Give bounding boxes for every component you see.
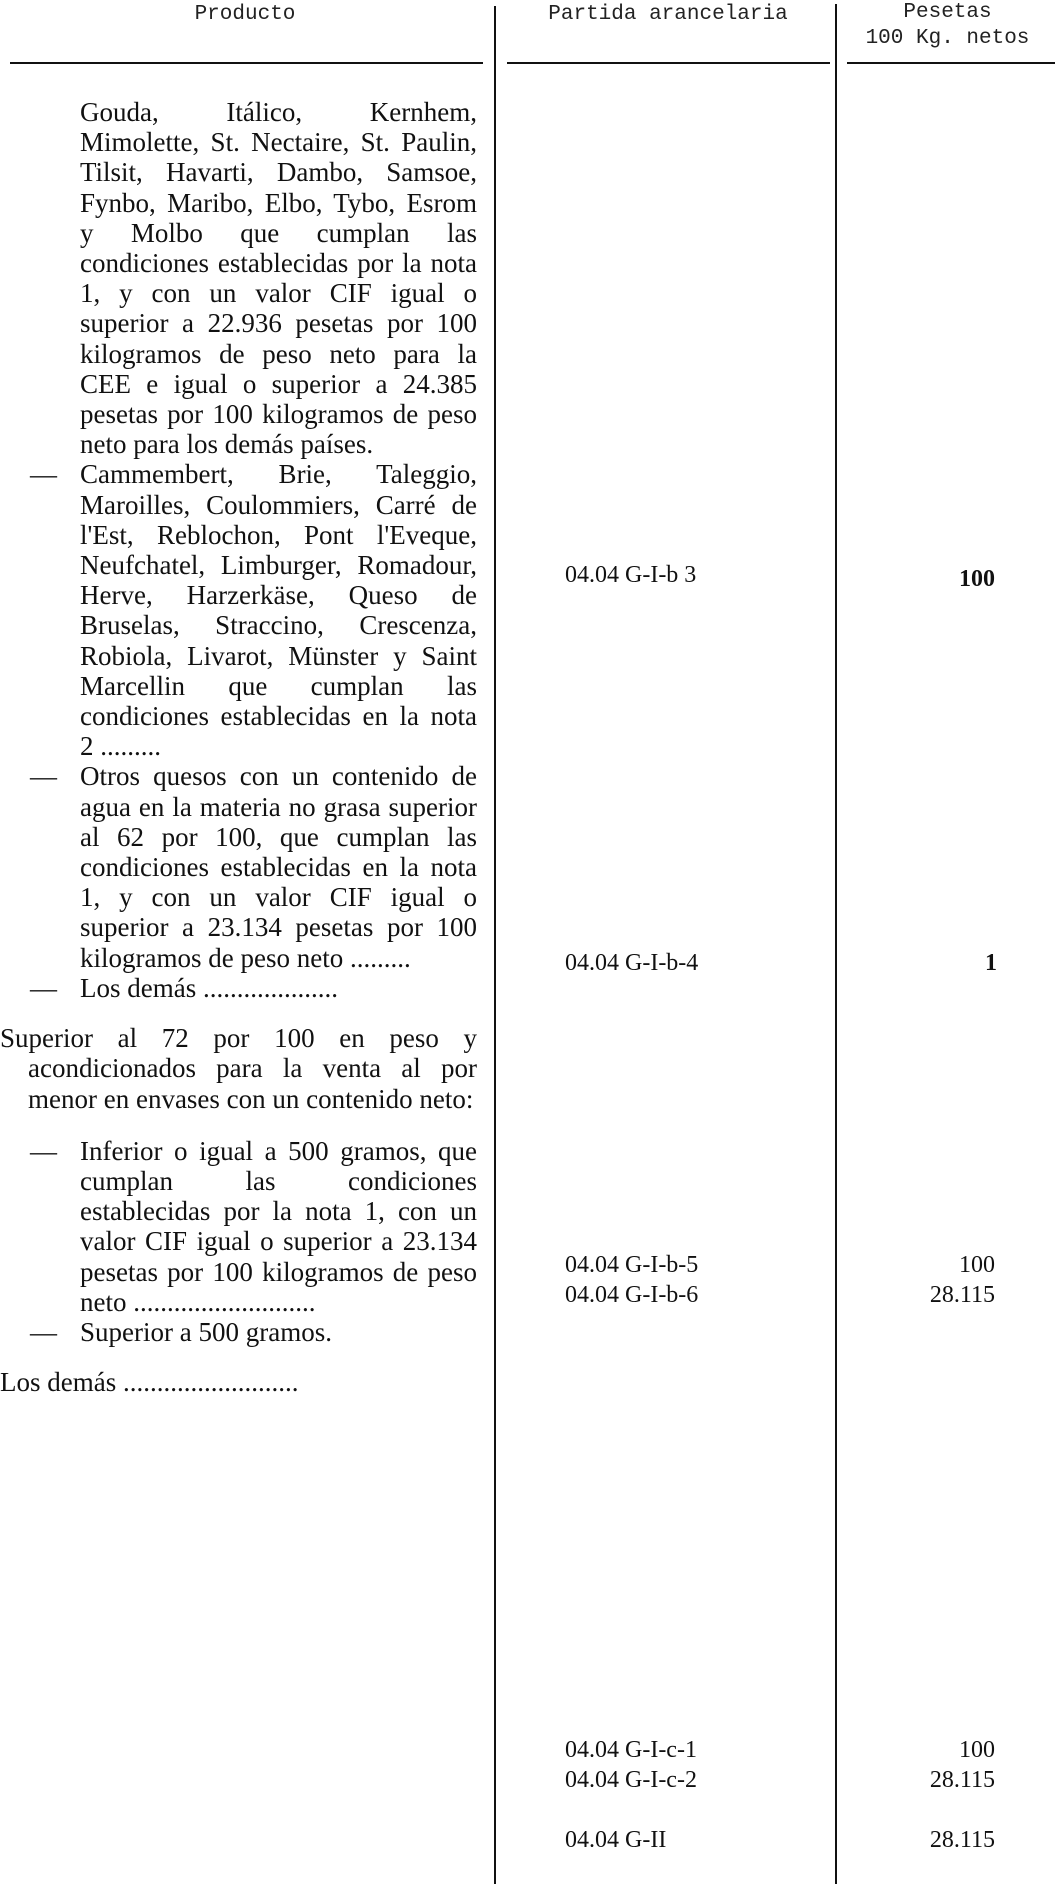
partida-cell: 04.04 G-I-c-1 bbox=[565, 1737, 697, 1763]
header-partida-label: Partida arancelaria bbox=[548, 3, 788, 26]
pesetas-cell: 28.115 bbox=[929, 1282, 995, 1308]
partida-cell: 04.04 G-I-b-4 bbox=[565, 950, 699, 976]
dash-marker: — bbox=[30, 459, 57, 490]
table-row bbox=[0, 97, 477, 459]
header-rule-partida bbox=[507, 62, 830, 64]
table-row bbox=[0, 1367, 477, 1397]
producto-text: Los demás .......................... bbox=[0, 1367, 299, 1398]
pesetas-cell: 100 bbox=[959, 1252, 995, 1278]
partida-cell: 04.04 G-II bbox=[565, 1827, 667, 1853]
table-row bbox=[0, 1023, 477, 1114]
pesetas-cell: 1 bbox=[985, 950, 997, 976]
producto-text: Cammembert, Brie, Taleggio, Maroilles, Coulommiers, Carré de l'Est, Reblochon, Pont l'Eveque, Neufchatel, Limburger, Romadour, Herve, Harzerkäse, Queso de Bruselas, Straccino, Crescenza, Robiola, Livarot, Münster y Saint Marcellin que cumplan las condiciones establecidas en la nota 2 ......... bbox=[80, 459, 477, 762]
table-row bbox=[0, 1136, 477, 1317]
pesetas-cell: 28.115 bbox=[929, 1767, 995, 1793]
partida-cell: 04.04 G-I-b-6 bbox=[565, 1282, 699, 1308]
producto-column bbox=[0, 97, 477, 1397]
pesetas-cell: 100 bbox=[959, 566, 995, 592]
producto-text: Superior a 500 gramos. bbox=[80, 1316, 332, 1347]
header-pesetas bbox=[840, 0, 1055, 60]
header-pesetas-line1: Pesetas bbox=[903, 1, 992, 24]
header-pesetas-line2: 100 Kg. netos bbox=[865, 27, 1030, 50]
partida-cell: 04.04 G-I-b 3 bbox=[565, 562, 697, 588]
table-row bbox=[0, 459, 477, 761]
dash-marker: — bbox=[30, 1135, 57, 1166]
dash-marker: — bbox=[30, 1316, 57, 1347]
table-row bbox=[0, 973, 477, 1003]
header-rule-pesetas bbox=[847, 62, 1055, 64]
pesetas-cell: 28.115 bbox=[929, 1827, 995, 1853]
partida-cell: 04.04 G-I-b-5 bbox=[565, 1252, 699, 1278]
header-rule-producto bbox=[10, 62, 483, 64]
header-partida bbox=[503, 2, 833, 62]
dash-marker: — bbox=[30, 761, 57, 792]
producto-text: Los demás .................... bbox=[80, 972, 338, 1003]
column-divider-2 bbox=[835, 4, 837, 1884]
table-row bbox=[0, 761, 477, 972]
partida-cell: 04.04 G-I-c-2 bbox=[565, 1767, 697, 1793]
column-divider-1 bbox=[494, 6, 496, 1884]
producto-text: Inferior o igual a 500 gramos, que cumplan las condiciones establecidas por la nota 1, con un valor CIF igual o superior a 23.134 pesetas por 100 kilogramos de peso neto ........................... bbox=[80, 1135, 477, 1317]
producto-text: Gouda, Itálico, Kernhem, Mimolette, St. Nectaire, St. Paulin, Tilsit, Havarti, Dambo, Samsoe, Fynbo, Maribo, Elbo, Tybo, Esrom y Molbo que cumplan las condiciones establecidas por la nota 1, y con un valor CIF igual o superior a 22.936 pesetas por 100 kilogramos de peso neto para la CEE e igual o superior a 24.385 pesetas por 100 kilogramos de peso neto para los demás países. bbox=[80, 97, 477, 460]
dash-marker: — bbox=[30, 972, 57, 1003]
producto-text: Superior al 72 por 100 en peso y acondicionados para la venta al por menor en envases con un contenido neto: bbox=[0, 1023, 477, 1114]
pesetas-cell: 100 bbox=[959, 1737, 995, 1763]
table-row bbox=[0, 1317, 477, 1347]
producto-text: Otros quesos con un contenido de agua en la materia no grasa superior al 62 por 100, que cumplan las condiciones establecidas en la nota 1, y con un valor CIF igual o superior a 23.134 pesetas por 100 kilogramos de peso neto ......... bbox=[80, 761, 477, 973]
header-producto bbox=[0, 2, 490, 62]
header-producto-label: Producto bbox=[194, 3, 296, 26]
